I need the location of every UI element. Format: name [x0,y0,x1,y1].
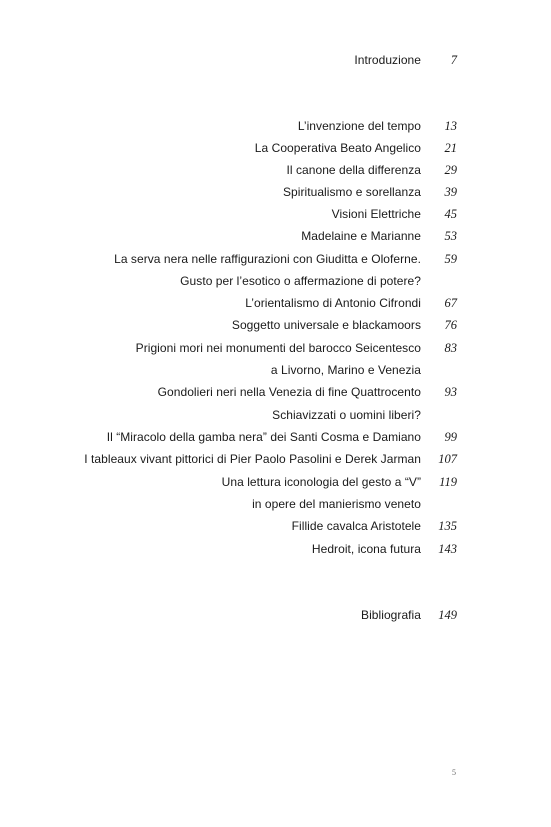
toc-entry-page: 83 [444,341,457,355]
toc-entry [0,450,551,472]
toc-entry [0,473,551,495]
toc-entry-page: 135 [438,519,457,533]
toc-entry [0,183,551,205]
toc-entry-title: Madelaine e Marianne [301,229,421,243]
toc-entry-continuation [0,272,551,294]
toc-entry [0,139,551,161]
toc-entry-continuation [0,495,551,517]
toc-entry-page: 119 [439,475,457,489]
toc-entry-title: La Cooperativa Beato Angelico [254,141,421,155]
toc-entry-title: Bibliografia [361,608,421,622]
toc-entry-title: Schiavizzati o uomini liberi? [272,408,421,422]
toc-entry-bibliografia [0,606,551,628]
toc-entry-page: 39 [444,185,457,199]
toc-entry [0,250,551,272]
toc-entry [0,227,551,249]
toc-entry-title: a Livorno, Marino e Venezia [270,363,421,377]
toc-entry-page: 29 [444,163,457,177]
toc-entry-title: Introduzione [354,53,421,67]
page-number: 5 [452,768,456,777]
toc-entry-title: Fillide cavalca Aristotele [291,519,421,533]
toc-entry-page: 59 [444,252,457,266]
toc-entry-title: Il canone della differenza [286,163,421,177]
toc-entry [0,517,551,539]
toc-entry [0,428,551,450]
toc-entry-title: I tableaux vivant pittorici di Pier Paolo Pasolini e Derek Jarman [84,452,421,466]
toc-entry-introduzione [0,51,551,73]
toc-entry-title: Una lettura iconologia del gesto a “V” [221,475,421,489]
toc-entry-page: 13 [444,119,457,133]
toc-entry [0,540,551,562]
toc-entry-title: Visioni Elettriche [331,207,421,221]
toc-entry [0,161,551,183]
toc-entry-page: 76 [444,318,457,332]
toc-entry-title: Gondolieri neri nella Venezia di fine Quattrocento [157,385,421,399]
toc-entry-continuation [0,406,551,428]
toc-entry [0,205,551,227]
toc-entry-page: 93 [444,385,457,399]
toc-entry-title: Gusto per l’esotico o affermazione di potere? [180,274,421,288]
toc-entry-title: L’invenzione del tempo [297,119,421,133]
toc-entry-page: 149 [438,608,457,622]
toc-entry-page: 143 [438,542,457,556]
toc-entry [0,316,551,338]
toc-entry-title: Il “Miracolo della gamba nera” dei Santi Cosma e Damiano [106,430,421,444]
toc-entry-continuation [0,361,551,383]
toc-entry-title: in opere del manierismo veneto [252,497,421,511]
toc-entry-title: La serva nera nelle raffigurazioni con Giuditta e Oloferne. [114,252,421,266]
toc-entry [0,339,551,361]
toc-entry-page: 53 [444,229,457,243]
toc-entry-page: 7 [450,53,457,67]
toc-entry [0,383,551,405]
toc-entry-title: L’orientalismo di Antonio Cifrondi [245,296,421,310]
toc-entry [0,294,551,316]
toc-entry-title: Spiritualismo e sorellanza [282,185,421,199]
toc-entry [0,117,551,139]
toc-entry-page: 21 [444,141,457,155]
toc-entry-page: 45 [444,207,457,221]
toc-entry-title: Prigioni mori nei monumenti del barocco Seicentesco [135,341,421,355]
toc-entry-title: Soggetto universale e blackamoors [231,318,421,332]
toc-entry-title: Hedroit, icona futura [311,542,421,556]
toc-entry-page: 99 [444,430,457,444]
toc-entry-page: 67 [444,296,457,310]
toc-entry-page: 107 [438,452,457,466]
